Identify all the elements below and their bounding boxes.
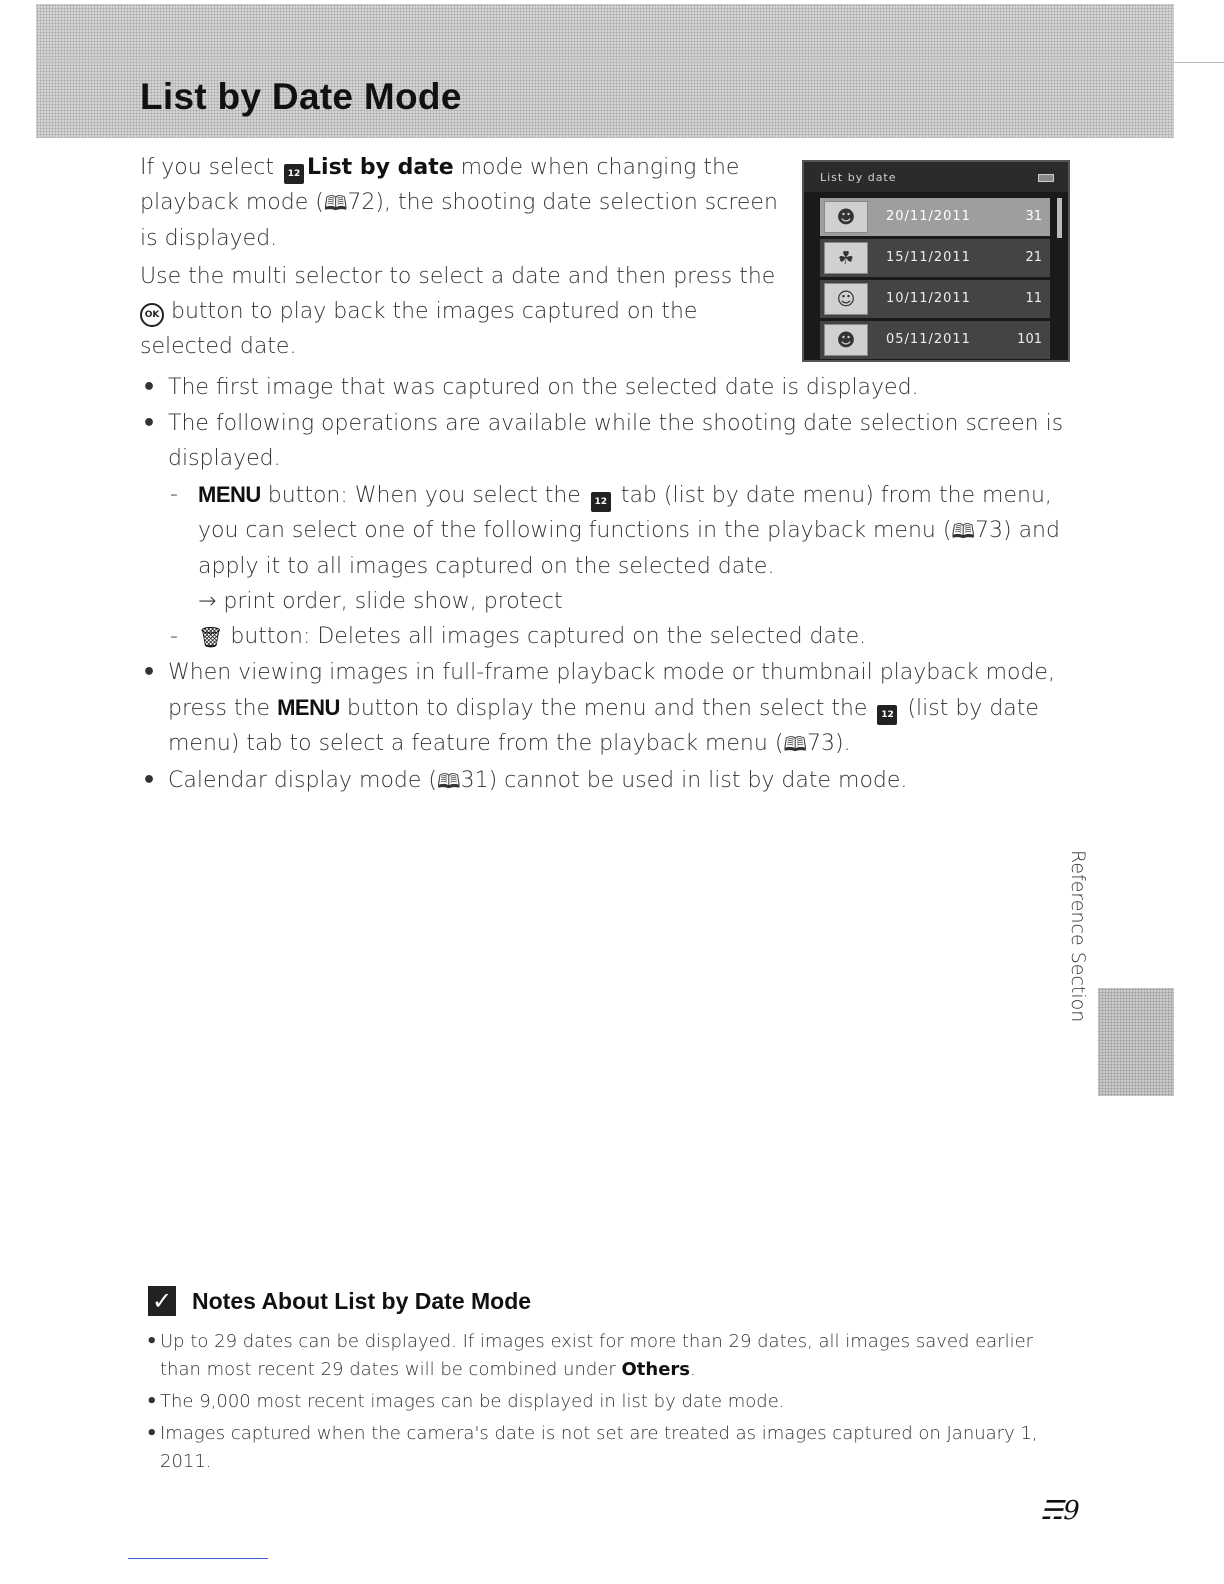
sub-text: button: Deletes all images captured on the selected date. xyxy=(230,624,867,649)
list-item xyxy=(146,1420,1066,1476)
page-reference: 73 xyxy=(807,731,835,756)
page-title: List by Date Mode xyxy=(140,76,462,117)
page-reference: 31 xyxy=(460,768,489,793)
book-reference-icon: 🕮 xyxy=(783,732,807,756)
section-label-text: Reference Section xyxy=(1067,850,1089,1023)
list-item xyxy=(140,406,1080,476)
note-check-icon: ✓ xyxy=(148,1286,176,1316)
sub-text: tab (list by date menu) from the menu, you can select one of the following functions in the playback menu ( xyxy=(198,483,1052,543)
date-row[interactable] xyxy=(820,239,1050,277)
bullet-text: ) cannot be used in list by date mode. xyxy=(488,768,908,793)
list-item xyxy=(146,1388,1066,1416)
list-item xyxy=(140,370,1080,405)
footer-rule xyxy=(128,1558,268,1559)
intro-text: mode when changing the playback mode ( xyxy=(140,155,740,215)
intro-text: button to play back the images captured on the selected date. xyxy=(140,299,698,359)
sub-item-delete xyxy=(140,619,1080,655)
date-row[interactable] xyxy=(820,198,1050,236)
intro-text: If you select xyxy=(140,155,275,180)
thumbnail-icon: ☺ xyxy=(824,283,868,315)
intro-text: Use the multi selector to select a date and then press the xyxy=(140,264,776,289)
thumbnail-icon: ☻ xyxy=(824,201,868,233)
bullet-text: (list by date menu) tab to select a feature from the playback menu ( xyxy=(168,696,1039,756)
bullet-text: button to display the menu and then select the xyxy=(346,696,868,721)
note-text: Up to 29 dates can be displayed. If images exist for more than 29 dates, all images saved earlier than most recent 29 dates will be combined under xyxy=(160,1331,1034,1380)
book-reference-icon: 🕮 xyxy=(951,519,975,543)
row-date: 20/11/2011 xyxy=(886,209,971,224)
bullet-text: The following operations are available while the shooting date selection screen is displayed. xyxy=(168,411,1064,471)
book-reference-icon: 🕮 xyxy=(323,191,348,215)
row-date: 15/11/2011 xyxy=(886,250,971,265)
menu-button-label: MENU xyxy=(277,695,340,720)
battery-icon xyxy=(1038,174,1054,182)
row-count: 21 xyxy=(1025,250,1042,265)
intro-text: ), the shooting date selection screen is displayed. xyxy=(140,190,778,251)
list-by-date-icon: 12 xyxy=(591,492,611,512)
mode-name: List by date xyxy=(307,155,454,180)
dash: - xyxy=(170,624,178,649)
row-count: 11 xyxy=(1025,291,1042,306)
page-reference: 72 xyxy=(347,190,376,215)
note-text: . xyxy=(690,1359,696,1380)
row-date: 05/11/2011 xyxy=(886,332,971,347)
intro xyxy=(140,150,780,364)
note-emphasis: Others xyxy=(621,1359,691,1380)
scrollbar xyxy=(1057,198,1062,238)
camera-screen-illustration xyxy=(802,160,1070,362)
notes-heading xyxy=(148,1286,531,1316)
bullet-text: When viewing images in full-frame playback mode or thumbnail playback mode, press the xyxy=(168,660,1055,721)
date-row[interactable] xyxy=(820,321,1050,359)
note-text: The 9,000 most recent images can be displayed in list by date mode. xyxy=(160,1391,785,1412)
list-by-date-icon: 12 xyxy=(284,164,304,184)
sub-text: ) and apply it to all images captured on the selected date. xyxy=(198,518,1060,579)
ok-button-icon: OK xyxy=(140,303,164,327)
bullet-text: The first image that was captured on the selected date is displayed. xyxy=(168,375,919,400)
list-by-date-icon: 12 xyxy=(877,705,897,725)
date-row[interactable] xyxy=(820,280,1050,318)
screen-title: List by date xyxy=(804,162,1068,192)
thumbnail-icon: ☻ xyxy=(824,324,868,356)
date-list xyxy=(820,198,1050,362)
menu-button-label: MENU xyxy=(198,482,261,507)
arrow-line: → print order, slide show, protect xyxy=(198,589,563,614)
dash: - xyxy=(170,482,178,507)
row-count: 101 xyxy=(1017,332,1042,347)
note-text: Images captured when the camera's date is not set are treated as images captured on January 1, 2011. xyxy=(160,1423,1038,1472)
thumbnail-icon: ☘ xyxy=(824,242,868,274)
section-tab xyxy=(1098,988,1174,1096)
header-rule xyxy=(36,62,1224,63)
notes-list xyxy=(146,1328,1066,1480)
list-item xyxy=(140,655,1080,762)
row-date: 10/11/2011 xyxy=(886,291,971,306)
intro-paragraph-1 xyxy=(140,150,780,256)
bullet-text: ). xyxy=(835,731,851,756)
row-count: 31 xyxy=(1025,209,1042,224)
list-item xyxy=(146,1328,1066,1384)
intro-paragraph-2 xyxy=(140,259,780,364)
notes-title: Notes About List by Date Mode xyxy=(192,1287,532,1314)
bullet-text: Calendar display mode ( xyxy=(168,768,437,793)
page-reference: 73 xyxy=(975,518,1003,543)
book-reference-icon: 🕮 xyxy=(437,769,461,793)
trash-icon: 🗑 xyxy=(198,625,224,649)
sub-text: button: When you select the xyxy=(267,483,581,508)
sub-item-menu xyxy=(140,477,1080,584)
list-item xyxy=(140,763,1080,799)
page-number: ☴9 xyxy=(1040,1496,1080,1526)
bullet-list xyxy=(140,370,1080,800)
